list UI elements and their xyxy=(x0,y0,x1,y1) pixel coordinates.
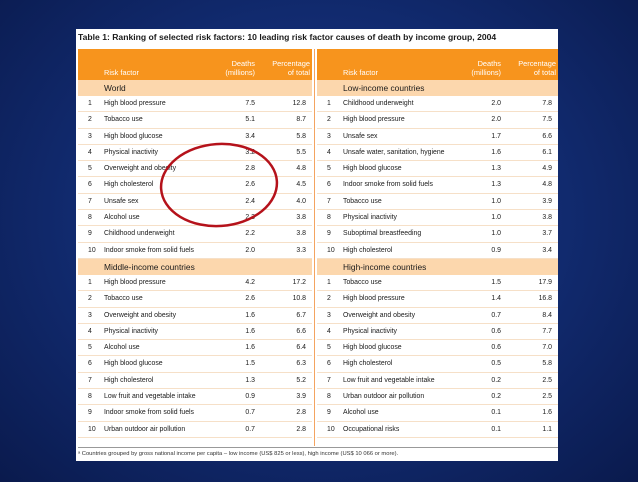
cell-deaths: 2.0 xyxy=(491,100,501,107)
cell-pct: 6.6 xyxy=(542,132,552,140)
cell-factor: Overweight and obesity xyxy=(104,165,177,173)
cell-rank: 10 xyxy=(88,425,96,433)
cell-deaths: 2.0 xyxy=(491,116,501,124)
cell-factor: Tobacco use xyxy=(343,278,382,286)
table-row xyxy=(78,308,312,324)
world-rows xyxy=(78,96,312,259)
header-pct-line1: Percentage xyxy=(272,59,310,68)
cell-factor: Overweight and obesity xyxy=(343,311,416,319)
cell-rank: 1 xyxy=(327,100,331,107)
table-row xyxy=(317,161,558,177)
cell-deaths: 2.6 xyxy=(245,295,255,303)
cell-deaths: 1.6 xyxy=(245,344,255,352)
cell-factor: Overweight and obesity xyxy=(104,311,177,319)
cell-deaths: 2.0 xyxy=(245,246,255,254)
table-row xyxy=(317,340,558,356)
table-row xyxy=(317,194,558,210)
header-percentage xyxy=(500,59,556,77)
cell-rank: 10 xyxy=(327,246,335,254)
cell-pct: 4.8 xyxy=(542,181,552,189)
header-risk-factor: Risk factor xyxy=(343,68,378,77)
cell-rank: 10 xyxy=(88,246,96,254)
header-deaths-line1: Deaths xyxy=(477,59,501,68)
cell-rank: 7 xyxy=(327,376,331,384)
cell-factor: Childhood underweight xyxy=(343,100,414,107)
cell-rank: 2 xyxy=(327,116,331,124)
header-deaths-line2: (millions) xyxy=(471,68,501,77)
cell-factor: Childhood underweight xyxy=(104,230,175,238)
column-header xyxy=(78,49,312,80)
cell-pct: 17.2 xyxy=(292,278,306,286)
table-row xyxy=(78,340,312,356)
cell-pct: 16.8 xyxy=(538,295,552,303)
header-pct-line1: Percentage xyxy=(518,59,556,68)
cell-factor: High blood pressure xyxy=(104,100,166,107)
cell-pct: 2.8 xyxy=(296,409,306,417)
cell-pct: 3.7 xyxy=(542,230,552,238)
cell-factor: High cholesterol xyxy=(104,376,154,384)
cell-pct: 3.8 xyxy=(542,214,552,222)
table-row xyxy=(78,96,312,112)
table-row xyxy=(78,112,312,128)
cell-pct: 5.5 xyxy=(296,148,306,156)
cell-pct: 1.6 xyxy=(542,409,552,417)
cell-deaths: 2.6 xyxy=(245,181,255,189)
table-row xyxy=(317,129,558,145)
cell-deaths: 1.3 xyxy=(245,376,255,384)
cell-factor: Tobacco use xyxy=(104,116,143,124)
cell-pct: 17.9 xyxy=(538,278,552,286)
cell-rank: 6 xyxy=(88,360,92,368)
cell-deaths: 0.2 xyxy=(491,393,501,401)
cell-pct: 8.4 xyxy=(542,311,552,319)
column-divider xyxy=(314,49,315,446)
cell-rank: 5 xyxy=(327,344,331,352)
cell-factor: High blood glucose xyxy=(343,165,402,173)
cell-factor: Urban outdoor air pollution xyxy=(104,425,186,433)
cell-factor: Tobacco use xyxy=(104,295,143,303)
cell-pct: 3.4 xyxy=(542,246,552,254)
cell-factor: Unsafe sex xyxy=(343,132,378,140)
table-row xyxy=(78,145,312,161)
cell-pct: 6.1 xyxy=(542,148,552,156)
table-row xyxy=(78,210,312,226)
cell-deaths: 0.9 xyxy=(491,246,501,254)
cell-rank: 9 xyxy=(88,230,92,238)
table-row xyxy=(317,210,558,226)
cell-pct: 4.8 xyxy=(296,165,306,173)
cell-pct: 10.8 xyxy=(292,295,306,303)
table-row xyxy=(317,177,558,193)
cell-pct: 3.3 xyxy=(296,246,306,254)
cell-rank: 3 xyxy=(327,311,331,319)
cell-factor: High blood glucose xyxy=(104,360,163,368)
header-percentage xyxy=(254,59,310,77)
cell-rank: 9 xyxy=(327,230,331,238)
cell-factor: Occupational risks xyxy=(343,425,400,433)
header-pct-line2: of total xyxy=(287,68,310,77)
cell-rank: 5 xyxy=(88,165,92,173)
footnote: ᵃ Countries grouped by gross national income per capita – low income (US$ 825 or less), high income (US$ 10 066 or more). xyxy=(78,447,558,457)
cell-deaths: 1.6 xyxy=(491,148,501,156)
cell-deaths: 2.8 xyxy=(245,165,255,173)
low-rows xyxy=(317,96,558,259)
table-row xyxy=(78,356,312,372)
table-row xyxy=(317,291,558,307)
table-row xyxy=(317,422,558,438)
table-row xyxy=(317,373,558,389)
cell-deaths: 0.7 xyxy=(245,409,255,417)
table-slide xyxy=(76,29,558,461)
cell-rank: 4 xyxy=(327,327,331,335)
cell-pct: 3.9 xyxy=(296,393,306,401)
cell-rank: 7 xyxy=(88,376,92,384)
cell-factor: Indoor smoke from solid fuels xyxy=(104,246,194,254)
cell-factor: High cholesterol xyxy=(343,246,393,254)
cell-rank: 8 xyxy=(327,214,331,222)
cell-deaths: 0.7 xyxy=(245,425,255,433)
table-row xyxy=(78,226,312,242)
cell-deaths: 0.2 xyxy=(491,376,501,384)
cell-rank: 2 xyxy=(88,295,92,303)
cell-deaths: 4.2 xyxy=(245,278,255,286)
cell-deaths: 1.3 xyxy=(491,181,501,189)
cell-deaths: 5.1 xyxy=(245,116,255,124)
cell-pct: 5.8 xyxy=(296,132,306,140)
table-row xyxy=(78,129,312,145)
high-rows xyxy=(317,275,558,438)
table-row xyxy=(78,389,312,405)
cell-pct: 4.0 xyxy=(296,197,306,205)
header-deaths-line1: Deaths xyxy=(231,59,255,68)
cell-rank: 7 xyxy=(327,197,331,205)
cell-pct: 2.5 xyxy=(542,393,552,401)
cell-pct: 7.0 xyxy=(542,344,552,352)
table-row xyxy=(78,243,312,259)
cell-factor: Indoor smoke from solid fuels xyxy=(343,181,433,189)
cell-deaths: 1.6 xyxy=(245,311,255,319)
cell-rank: 4 xyxy=(327,148,331,156)
cell-rank: 1 xyxy=(88,100,92,107)
cell-factor: High blood glucose xyxy=(343,344,402,352)
cell-rank: 1 xyxy=(327,278,331,286)
cell-factor: Alcohol use xyxy=(104,344,140,352)
header-deaths xyxy=(441,59,501,77)
cell-factor: Alcohol use xyxy=(104,214,140,222)
cell-rank: 2 xyxy=(327,295,331,303)
table-row xyxy=(78,291,312,307)
cell-factor: Alcohol use xyxy=(343,409,379,417)
cell-pct: 4.5 xyxy=(296,181,306,189)
cell-rank: 6 xyxy=(88,181,92,189)
cell-deaths: 1.3 xyxy=(491,165,501,173)
table-row xyxy=(317,405,558,421)
cell-deaths: 3.2 xyxy=(245,148,255,156)
cell-factor: Indoor smoke from solid fuels xyxy=(104,409,194,417)
table-row xyxy=(317,243,558,259)
cell-rank: 10 xyxy=(327,425,335,433)
cell-rank: 1 xyxy=(88,278,92,286)
table-row xyxy=(317,389,558,405)
cell-deaths: 1.0 xyxy=(491,214,501,222)
cell-factor: Unsafe sex xyxy=(104,197,139,205)
header-risk-factor: Risk factor xyxy=(104,68,139,77)
table-row xyxy=(317,324,558,340)
table-row xyxy=(317,145,558,161)
cell-factor: Physical inactivity xyxy=(104,327,158,335)
table-row xyxy=(317,356,558,372)
cell-deaths: 2.4 xyxy=(245,197,255,205)
cell-factor: High blood pressure xyxy=(343,116,405,124)
cell-deaths: 0.1 xyxy=(491,425,501,433)
cell-rank: 3 xyxy=(88,311,92,319)
cell-pct: 2.8 xyxy=(296,425,306,433)
cell-pct: 5.8 xyxy=(542,360,552,368)
cell-pct: 6.3 xyxy=(296,360,306,368)
cell-deaths: 2.3 xyxy=(245,214,255,222)
cell-factor: Unsafe water, sanitation, hygiene xyxy=(343,148,445,156)
header-deaths xyxy=(195,59,255,77)
cell-rank: 6 xyxy=(327,181,331,189)
cell-deaths: 1.5 xyxy=(491,278,501,286)
cell-pct: 3.8 xyxy=(296,214,306,222)
cell-pct: 8.7 xyxy=(296,116,306,124)
table-row xyxy=(317,308,558,324)
cell-pct: 12.8 xyxy=(292,100,306,107)
section-title-middle: Middle-income countries xyxy=(78,259,312,275)
cell-pct: 1.1 xyxy=(542,425,552,433)
cell-rank: 3 xyxy=(327,132,331,140)
left-panel xyxy=(78,49,312,438)
table-row xyxy=(317,112,558,128)
cell-rank: 6 xyxy=(327,360,331,368)
table-row xyxy=(78,194,312,210)
cell-factor: High blood glucose xyxy=(104,132,163,140)
cell-factor: High cholesterol xyxy=(343,360,393,368)
cell-rank: 5 xyxy=(88,344,92,352)
cell-pct: 5.2 xyxy=(296,376,306,384)
table-row xyxy=(317,96,558,112)
cell-rank: 3 xyxy=(88,132,92,140)
cell-deaths: 1.6 xyxy=(245,327,255,335)
cell-deaths: 3.4 xyxy=(245,132,255,140)
right-panel xyxy=(317,49,558,438)
cell-pct: 2.5 xyxy=(542,376,552,384)
cell-deaths: 0.1 xyxy=(491,409,501,417)
cell-deaths: 1.0 xyxy=(491,197,501,205)
cell-deaths: 2.2 xyxy=(245,230,255,238)
section-title-high: High-income countries xyxy=(317,259,558,275)
cell-pct: 3.9 xyxy=(542,197,552,205)
cell-rank: 4 xyxy=(88,148,92,156)
section-title-world: World xyxy=(78,80,312,96)
table-row xyxy=(78,161,312,177)
cell-rank: 4 xyxy=(88,327,92,335)
cell-pct: 7.8 xyxy=(542,100,552,107)
cell-deaths: 7.5 xyxy=(245,100,255,107)
cell-factor: High cholesterol xyxy=(104,181,154,189)
cell-factor: High blood pressure xyxy=(104,278,166,286)
cell-rank: 8 xyxy=(88,214,92,222)
cell-pct: 6.7 xyxy=(296,311,306,319)
cell-factor: Tobacco use xyxy=(343,197,382,205)
cell-pct: 7.7 xyxy=(542,327,552,335)
cell-pct: 6.4 xyxy=(296,344,306,352)
cell-rank: 9 xyxy=(327,409,331,417)
cell-factor: Urban outdoor air pollution xyxy=(343,393,425,401)
table-row xyxy=(78,177,312,193)
table-row xyxy=(78,324,312,340)
middle-rows xyxy=(78,275,312,438)
cell-deaths: 0.6 xyxy=(491,327,501,335)
column-header xyxy=(317,49,558,80)
cell-rank: 9 xyxy=(88,409,92,417)
cell-deaths: 0.6 xyxy=(491,344,501,352)
cell-deaths: 1.5 xyxy=(245,360,255,368)
table-row xyxy=(78,405,312,421)
cell-rank: 2 xyxy=(88,116,92,124)
cell-deaths: 1.7 xyxy=(491,132,501,140)
cell-factor: Physical inactivity xyxy=(343,214,397,222)
cell-factor: Physical inactivity xyxy=(343,327,397,335)
cell-factor: Low fruit and vegetable intake xyxy=(343,376,435,384)
header-deaths-line2: (millions) xyxy=(225,68,255,77)
cell-deaths: 0.9 xyxy=(245,393,255,401)
header-pct-line2: of total xyxy=(533,68,556,77)
cell-factor: Physical inactivity xyxy=(104,148,158,156)
table-row xyxy=(78,275,312,291)
cell-deaths: 0.5 xyxy=(491,360,501,368)
cell-pct: 4.9 xyxy=(542,165,552,173)
table-row xyxy=(317,275,558,291)
cell-pct: 7.5 xyxy=(542,116,552,124)
cell-factor: High blood pressure xyxy=(343,295,405,303)
table-row xyxy=(78,373,312,389)
table-row xyxy=(317,226,558,242)
cell-rank: 8 xyxy=(327,393,331,401)
table-title: Table 1: Ranking of selected risk factors: 10 leading risk factor causes of death by income group, 2004 xyxy=(78,32,497,42)
cell-factor: Low fruit and vegetable intake xyxy=(104,393,196,401)
cell-factor: Suboptimal breastfeeding xyxy=(343,230,422,238)
section-title-low: Low-income countries xyxy=(317,80,558,96)
cell-rank: 7 xyxy=(88,197,92,205)
table-row xyxy=(78,422,312,438)
cell-pct: 3.8 xyxy=(296,230,306,238)
cell-deaths: 0.7 xyxy=(491,311,501,319)
cell-pct: 6.6 xyxy=(296,327,306,335)
cell-deaths: 1.4 xyxy=(491,295,501,303)
cell-deaths: 1.0 xyxy=(491,230,501,238)
cell-rank: 8 xyxy=(88,393,92,401)
cell-rank: 5 xyxy=(327,165,331,173)
